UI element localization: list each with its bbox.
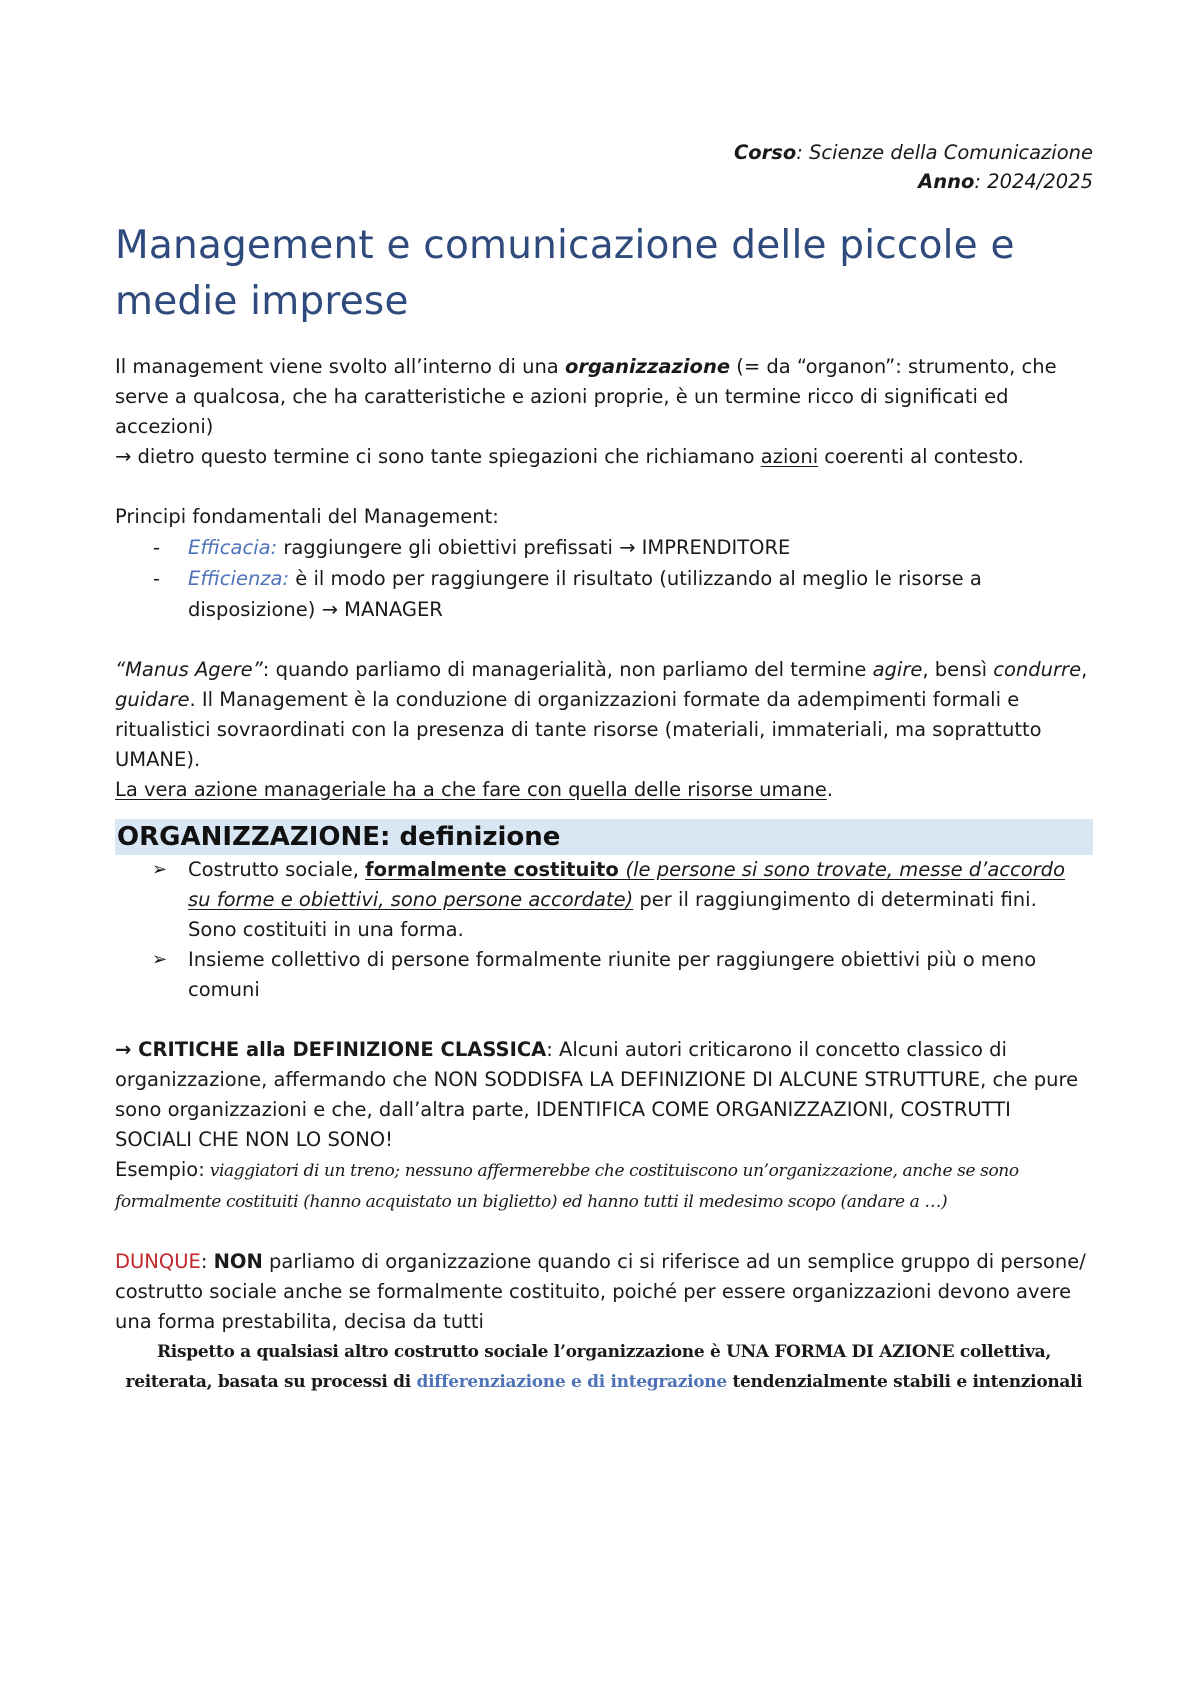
bullet1-italic-note: (le persone si sono trovate, messe d’accordo su forme e obiettivi, sono persone accordate) xyxy=(188,858,1065,911)
list-item xyxy=(115,945,1093,1005)
agire-word: agire xyxy=(872,658,923,681)
efficacia-term: Efficacia: xyxy=(188,536,278,559)
example-paragraph xyxy=(115,1155,1093,1217)
dunque-text: parliamo di organizzazione quando ci si riferisce ad un semplice gruppo di persone/ costrutto sociale anche se formalmente costituito, poiché per essere organizzazioni devono avere una forma prestabilita, decisa da tutti xyxy=(115,1250,1086,1333)
manus-text-c: , xyxy=(1081,658,1088,681)
principles-list xyxy=(115,532,1093,625)
year-value: : 2024/2025 xyxy=(974,170,1093,193)
critiche-paragraph xyxy=(115,1035,1093,1155)
manus-agere-paragraph xyxy=(115,655,1093,775)
intro-text-a: Il management viene svolto all’interno di una xyxy=(115,355,565,378)
year-line xyxy=(115,167,1093,196)
condurre-word: condurre xyxy=(993,658,1082,681)
manus-underlined-line xyxy=(115,775,1093,805)
critiche-heading: CRITICHE alla DEFINIZIONE CLASSICA xyxy=(131,1038,547,1061)
dunque-paragraph xyxy=(115,1247,1093,1337)
course-line xyxy=(115,138,1093,167)
dunque-non: NON xyxy=(213,1250,263,1273)
year-label: Anno xyxy=(918,170,975,193)
arrow-icon: → xyxy=(115,445,132,468)
conclusion-highlight: differenziazione e di integrazione xyxy=(416,1372,727,1392)
conclusion-paragraph xyxy=(115,1337,1093,1397)
arrowhead-bullet-icon: ➢ xyxy=(152,859,168,880)
conclusion-text-a: Rispetto a qualsiasi altro costrutto sociale l’organizzazione è UNA FORMA DI AZIONE collettiva, reiterata, basata su processi di xyxy=(125,1342,1051,1392)
course-meta xyxy=(115,138,1093,196)
document-title: Management e comunicazione delle piccole e medie imprese xyxy=(115,223,1015,324)
manus-end: . xyxy=(826,778,834,801)
list-item xyxy=(115,532,1093,563)
efficienza-term: Efficienza: xyxy=(188,567,290,590)
example-text: viaggiatori di un treno; nessuno affermerebbe che costituiscono un’organizzazione, anche se sono formalmente costituiti (hanno acquistato un biglietto) ed hanno tutti il medesimo scopo (andare a …) xyxy=(115,1161,1019,1212)
organizzazione-keyword: organizzazione xyxy=(564,355,731,378)
bullet1-line2: Sono costituiti in una forma. xyxy=(188,918,464,941)
dunque-label: DUNQUE xyxy=(115,1250,201,1273)
risorse-umane-underlined: La vera azione manageriale ha a che fare con quella delle risorse umane xyxy=(115,778,827,801)
bullet2-text: Insieme collettivo di persone formalmente riunite per raggiungere obiettivi più o meno comuni xyxy=(188,948,1037,1001)
intro-arrow-text-b: coerenti al contesto. xyxy=(818,445,1024,468)
course-label: Corso xyxy=(733,141,797,164)
document-page xyxy=(115,138,1093,1397)
efficienza-text: è il modo per raggiungere il risultato (utilizzando al meglio le risorse a disposizione) → MANAGER xyxy=(188,567,982,621)
manus-text-a: : quando parliamo di managerialità, non parliamo del termine xyxy=(262,658,873,681)
intro-text-b: (= da “organon”: strumento, che serve a qualcosa, che ha caratteristiche e azioni proprie, è un termine ricco di significati ed accezioni) xyxy=(115,355,1057,438)
list-item xyxy=(115,563,1093,625)
intro-arrow-text-a: dietro questo termine ci sono tante spiegazioni che richiamano xyxy=(131,445,761,468)
efficacia-text: raggiungere gli obiettivi prefissati → IMPRENDITORE xyxy=(277,536,791,559)
intro-paragraph xyxy=(115,352,1093,442)
dash-marker: - xyxy=(153,536,161,559)
arrow-icon: → xyxy=(115,1038,132,1061)
course-value: : Scienze della Comunicazione xyxy=(796,141,1093,164)
definition-list xyxy=(115,855,1093,1005)
dunque-colon: : xyxy=(200,1250,214,1273)
bullet1-text-a: Costrutto sociale, xyxy=(188,858,366,881)
list-item xyxy=(115,855,1093,945)
section-heading: ORGANIZZAZIONE: definizione xyxy=(115,819,1093,855)
critiche-text: : Alcuni autori criticarono il concetto classico di organizzazione, affermando che NON SODDISFA LA DEFINIZIONE DI ALCUNE STRUTTURE, che pure sono organizzazioni e che, dall’altra parte, IDENTIFICA COME ORGANIZZAZIONI, COSTRUTTI SOCIALI CHE NON LO SONO! xyxy=(115,1038,1079,1151)
principles-heading: Principi fondamentali del Management: xyxy=(115,505,499,528)
azioni-underlined: azioni xyxy=(760,445,819,468)
manus-text-b: , bensì xyxy=(922,658,994,681)
bullet1-text-b: per il raggiungimento di determinati fini. xyxy=(633,888,1037,911)
manus-agere-quote: “Manus Agere” xyxy=(115,658,263,681)
example-label: Esempio: xyxy=(115,1158,205,1181)
conclusion-text-b: tendenzialmente stabili e intenzionali xyxy=(726,1372,1083,1392)
guidare-word: guidare xyxy=(115,688,190,711)
intro-arrow-paragraph xyxy=(115,442,1093,472)
dash-marker: - xyxy=(153,567,161,590)
arrowhead-bullet-icon: ➢ xyxy=(152,949,168,970)
formalmente-costituito: formalmente costituito xyxy=(365,858,626,881)
manus-text-d: . Il Management è la conduzione di organizzazioni formate da adempimenti formali e ritualistici sovraordinati con la presenza di tante risorse (materiali, immateriali, ma soprattutto UMANE). xyxy=(115,688,1042,771)
